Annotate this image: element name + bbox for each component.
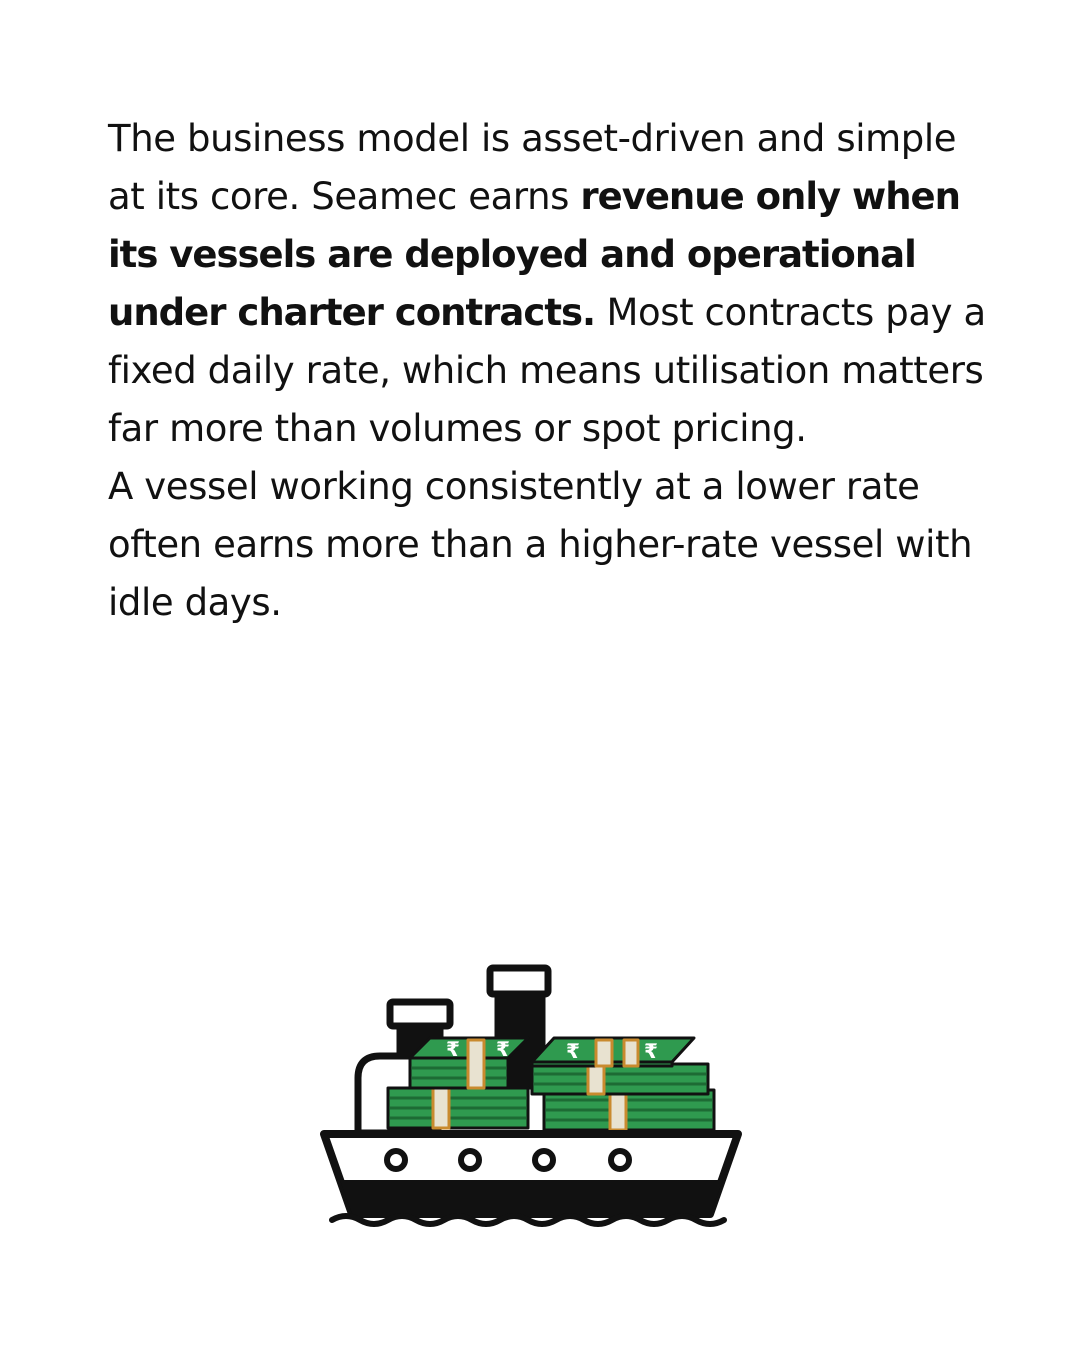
rupee-icon: ₹: [644, 1039, 658, 1063]
paragraph-vessel-comparison: A vessel working consistently at a lower rate often earns more than a higher-rate vessel with idle days.: [108, 465, 973, 624]
rupee-icon: ₹: [566, 1039, 580, 1063]
rupee-icon: ₹: [496, 1037, 510, 1061]
body-text: [108, 110, 988, 632]
money-stacks: [388, 1038, 714, 1130]
hull-waterline: [340, 1180, 723, 1214]
cargo-ship-with-money-stacks-icon: [318, 958, 748, 1233]
paragraph-rest: Most contracts pay a fixed daily rate, which means utilisation matters far more than volumes or spot pricing.: [108, 291, 986, 450]
paragraph-lead: The business model is asset-driven and simple at its core. Seamec earns: [108, 117, 957, 218]
rupee-icon: ₹: [446, 1037, 460, 1061]
paragraph-emphasis: revenue only when its vessels are deployed and operational under charter contracts.: [108, 175, 960, 334]
paragraph-business-model: [108, 110, 988, 458]
